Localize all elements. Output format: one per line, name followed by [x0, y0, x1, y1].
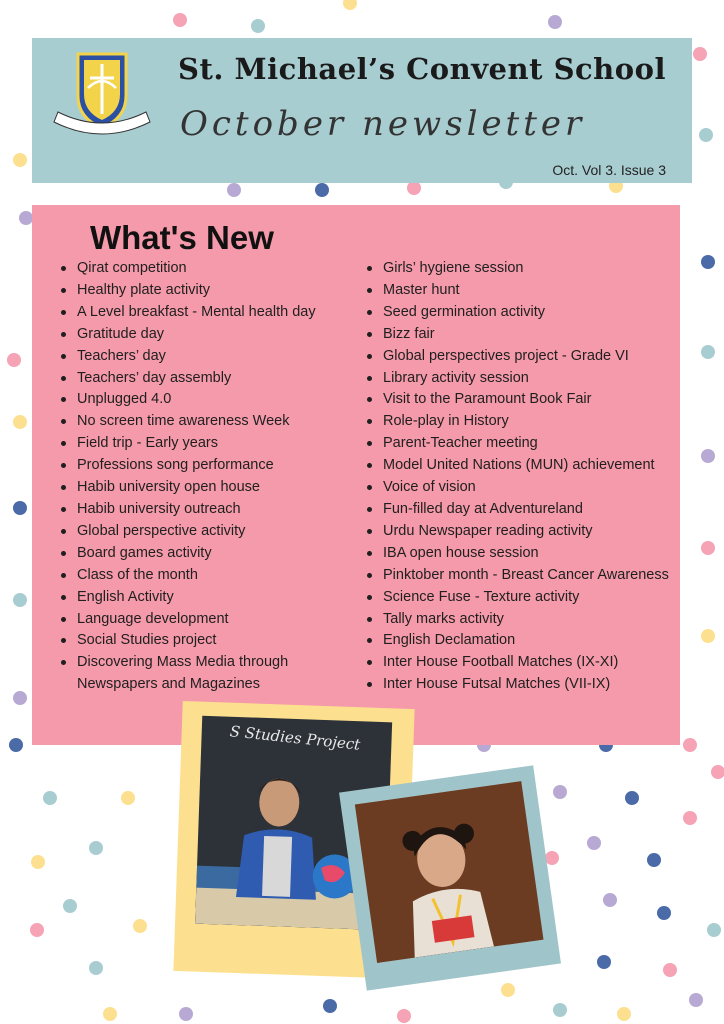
- news-item: English Activity: [57, 587, 347, 609]
- polka-dot: [13, 415, 27, 429]
- school-crest-logo: [48, 48, 156, 146]
- whats-new-title: What's New: [90, 219, 274, 256]
- polka-dot: [545, 851, 559, 865]
- polka-dot: [13, 153, 27, 167]
- polka-dot: [315, 183, 329, 197]
- news-item: Habib university open house: [57, 477, 347, 499]
- news-item: Gratitude day: [57, 324, 347, 346]
- polka-dot: [603, 893, 617, 907]
- news-item: Global perspective activity: [57, 521, 347, 543]
- polka-dot: [397, 1009, 411, 1023]
- news-item: Global perspectives project - Grade VI: [363, 346, 673, 368]
- polka-dot: [553, 1003, 567, 1017]
- news-item: Language development: [57, 609, 347, 631]
- polka-dot: [587, 836, 601, 850]
- polka-dot: [689, 993, 703, 1007]
- girl-illustration: [355, 781, 544, 963]
- polka-dot: [699, 128, 713, 142]
- polka-dot: [683, 811, 697, 825]
- photo-girl: [355, 781, 544, 963]
- polka-dot: [13, 691, 27, 705]
- polka-dot: [701, 541, 715, 555]
- polka-dot: [13, 593, 27, 607]
- news-item: Visit to the Paramount Book Fair: [363, 389, 673, 411]
- news-item: Professions song performance: [57, 455, 347, 477]
- news-item: Qirat competition: [57, 258, 347, 280]
- news-item: Fun-filled day at Adventureland: [363, 499, 673, 521]
- news-item: Science Fuse - Texture activity: [363, 587, 673, 609]
- polka-dot: [30, 923, 44, 937]
- polka-dot: [31, 855, 45, 869]
- polka-dot: [251, 19, 265, 33]
- polka-dot: [7, 353, 21, 367]
- polka-dot: [711, 765, 724, 779]
- news-item: Model United Nations (MUN) achievement: [363, 455, 673, 477]
- news-item: Voice of vision: [363, 477, 673, 499]
- news-item: Board games activity: [57, 543, 347, 565]
- polka-dot: [9, 738, 23, 752]
- polka-dot: [617, 1007, 631, 1021]
- news-item: Teachers’ day: [57, 346, 347, 368]
- polka-dot: [103, 1007, 117, 1021]
- polka-dot: [693, 47, 707, 61]
- news-item: Inter House Football Matches (IX-XI): [363, 652, 673, 674]
- news-item: Pinktober month - Breast Cancer Awareness: [363, 565, 673, 587]
- polka-dot: [343, 0, 357, 10]
- news-item: Discovering Mass Media through Newspapers and Magazines: [57, 652, 347, 696]
- news-item: Teachers’ day assembly: [57, 368, 347, 390]
- news-item: English Declamation: [363, 630, 673, 652]
- news-item: A Level breakfast - Mental health day: [57, 302, 347, 324]
- news-item: Urdu Newspaper reading activity: [363, 521, 673, 543]
- whats-new-list-right: [363, 258, 673, 696]
- polka-dot: [179, 1007, 193, 1021]
- polka-dot: [323, 999, 337, 1013]
- news-item: Tally marks activity: [363, 609, 673, 631]
- news-item: IBA open house session: [363, 543, 673, 565]
- whats-new-panel: [32, 205, 680, 745]
- news-item: Girls’ hygiene session: [363, 258, 673, 280]
- news-item: Role-play in History: [363, 411, 673, 433]
- newsletter-header: [32, 38, 692, 183]
- issue-label: Oct. Vol 3. Issue 3: [552, 162, 666, 178]
- chalkboard-text: S Studies Project: [228, 722, 362, 754]
- news-item: Seed germination activity: [363, 302, 673, 324]
- polka-dot: [548, 15, 562, 29]
- polka-dot: [133, 919, 147, 933]
- news-item: Social Studies project: [57, 630, 347, 652]
- polka-dot: [227, 183, 241, 197]
- news-item: Habib university outreach: [57, 499, 347, 521]
- news-item: Field trip - Early years: [57, 433, 347, 455]
- polka-dot: [701, 629, 715, 643]
- polka-dot: [701, 449, 715, 463]
- polka-dot: [121, 791, 135, 805]
- news-item: Class of the month: [57, 565, 347, 587]
- school-name: St. Michael’s Convent School: [178, 52, 666, 86]
- whats-new-list-left: [57, 258, 347, 696]
- polka-dot: [657, 906, 671, 920]
- polka-dot: [701, 345, 715, 359]
- newsletter-title: October newsletter: [180, 104, 586, 144]
- polka-dot: [701, 255, 715, 269]
- polka-dot: [173, 13, 187, 27]
- photo-girl-activity: [339, 765, 561, 990]
- polka-dot: [89, 961, 103, 975]
- polka-dot: [663, 963, 677, 977]
- news-item: Parent-Teacher meeting: [363, 433, 673, 455]
- polka-dot: [89, 841, 103, 855]
- polka-dot: [407, 181, 421, 195]
- polka-dot: [647, 853, 661, 867]
- news-item: Inter House Futsal Matches (VII-IX): [363, 674, 673, 696]
- polka-dot: [625, 791, 639, 805]
- polka-dot: [707, 923, 721, 937]
- news-item: Bizz fair: [363, 324, 673, 346]
- news-item: Master hunt: [363, 280, 673, 302]
- polka-dot: [43, 791, 57, 805]
- polka-dot: [13, 501, 27, 515]
- news-item: Healthy plate activity: [57, 280, 347, 302]
- news-item: Library activity session: [363, 368, 673, 390]
- news-item: Unplugged 4.0: [57, 389, 347, 411]
- polka-dot: [19, 211, 33, 225]
- news-item: No screen time awareness Week: [57, 411, 347, 433]
- polka-dot: [553, 785, 567, 799]
- polka-dot: [63, 899, 77, 913]
- polka-dot: [597, 955, 611, 969]
- polka-dot: [683, 738, 697, 752]
- polka-dot: [501, 983, 515, 997]
